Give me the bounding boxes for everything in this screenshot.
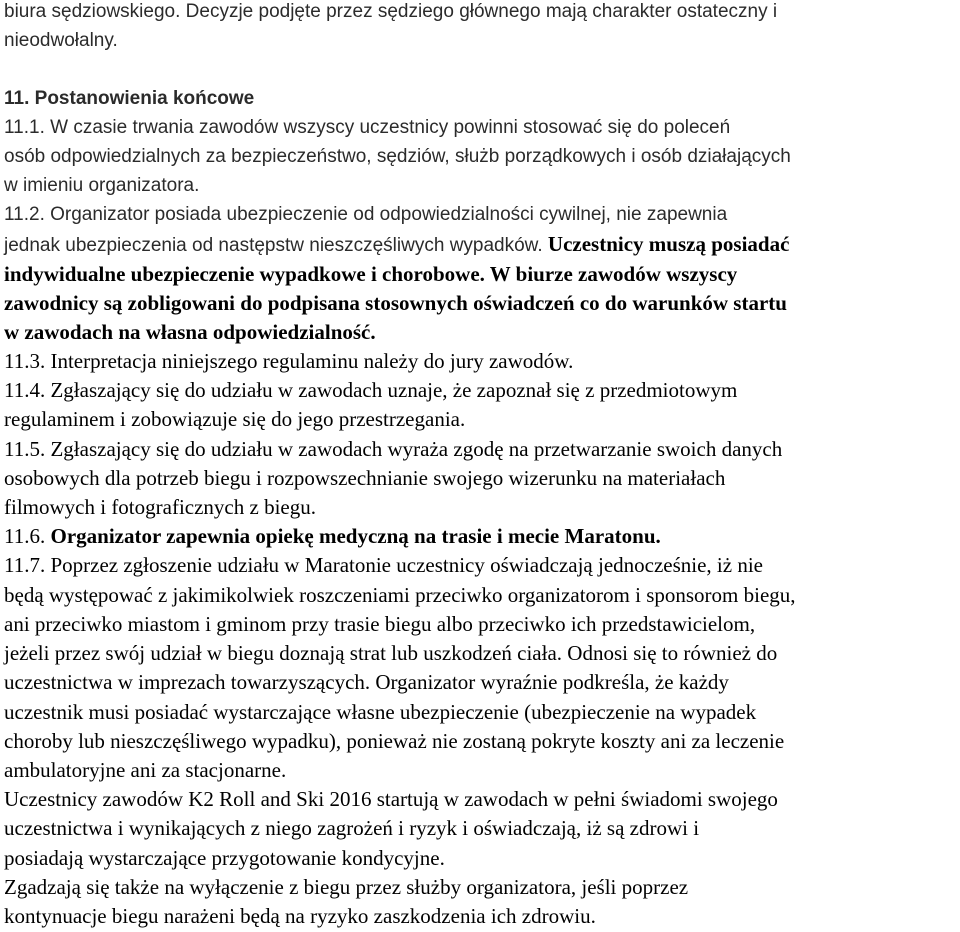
clause-11-2-bold-3: W biurze zawodów wszyscy bbox=[484, 262, 738, 286]
clause-11-2-text: jednak ubezpieczenia od następstw nieszczęśliwych wypadków. bbox=[4, 235, 548, 256]
section-title: 11. Postanowienia końcowe bbox=[4, 88, 255, 109]
clause-11-2-line-2 bbox=[4, 229, 789, 259]
consent-line-1: Zgadzają się także na wyłączenie z biegu przez służby organizatora, jeśli poprzez bbox=[4, 875, 689, 899]
clause-11-6-bold: Organizator zapewnia opiekę medyczną na trasie i mecie Maratonu. bbox=[50, 524, 661, 548]
clause-11-5-line-2: osobowych dla potrzeb biegu i rozpowszechnianie swojego wizerunku na materiałach bbox=[4, 466, 726, 490]
clause-11-5-line-1: 11.5. Zgłaszający się do udziału w zawodach wyraża zgodę na przetwarzanie swoich danych bbox=[4, 437, 783, 461]
participants-line-1: Uczestnicy zawodów K2 Roll and Ski 2016 startują w zawodach w pełni świadomi swojego bbox=[4, 787, 778, 811]
clause-11-7-line-1: 11.7. Poprzez zgłoszenie udziału w Maratonie uczestnicy oświadczają jednocześnie, iż nie bbox=[4, 553, 763, 577]
clause-11-2-bold-2: indywidualne ubezpieczenie wypadkowe i chorobowe. bbox=[4, 262, 485, 286]
clause-11-4-line-1: 11.4. Zgłaszający się do udziału w zawodach uznaje, że zapoznał się z przedmiotowym bbox=[4, 378, 738, 402]
clause-11-7-line-5: uczestnictwa w imprezach towarzyszących. Organizator wyraźnie podkreśla, że każdy bbox=[4, 670, 729, 694]
participants-line-3: posiadają wystarczające przygotowanie kondycyjne. bbox=[4, 846, 445, 870]
clause-11-1-line-1: 11.1. W czasie trwania zawodów wszyscy uczestnicy powinni stosować się do poleceń bbox=[4, 117, 731, 138]
clause-11-7-line-4: jeżeli przez swój udział w biegu doznają strat lub uszkodzeń ciała. Odnosi się to również do bbox=[4, 641, 778, 665]
clause-11-2-line-1: 11.2. Organizator posiada ubezpieczenie od odpowiedzialności cywilnej, nie zapewnia bbox=[4, 204, 728, 225]
clause-11-7-line-6: uczestnik musi posiadać wystarczające własne ubezpieczenie (ubezpieczenie na wypadek bbox=[4, 700, 757, 724]
clause-11-2-line-5: w zawodach na własna odpowiedzialność. bbox=[4, 320, 376, 344]
participants-line-2: uczestnictwa i wynikających z niego zagrożeń i ryzyk i oświadczają, iż są zdrowi i bbox=[4, 816, 700, 840]
clause-11-3: 11.3. Interpretacja niniejszego regulaminu należy do jury zawodów. bbox=[4, 349, 574, 373]
clause-11-1-line-2: osób odpowiedzialnych za bezpieczeństwo, sędziów, służb porządkowych i osób działających bbox=[4, 146, 791, 167]
clause-11-6 bbox=[4, 521, 661, 551]
paragraph-continued-line-1: biura sędziowskiego. Decyzje podjęte przez sędziego głównego mają charakter ostateczny i bbox=[4, 1, 778, 22]
clause-11-5-line-3: filmowych i fotograficznych z biegu. bbox=[4, 495, 316, 519]
clause-11-7-line-3: ani przeciwko miastom i gminom przy trasie biegu albo przeciwko ich przedstawicielom, bbox=[4, 612, 756, 636]
clause-11-1-line-3: w imieniu organizatora. bbox=[4, 175, 200, 196]
clause-11-6-number: 11.6. bbox=[4, 524, 51, 548]
clause-11-7-line-8: ambulatoryjne ani za stacjonarne. bbox=[4, 758, 287, 782]
clause-11-2-bold: Uczestnicy muszą posiadać bbox=[547, 232, 790, 256]
clause-11-4-line-2: regulaminem i zobowiązuje się do jego przestrzegania. bbox=[4, 407, 466, 431]
consent-line-2: kontynuacje biegu narażeni będą na ryzyko zaszkodzenia ich zdrowiu. bbox=[4, 904, 596, 928]
clause-11-7-line-7: choroby lub nieszczęśliwego wypadku), ponieważ nie zostaną pokryte koszty ani za leczenie bbox=[4, 729, 785, 753]
clause-11-7-line-2: będą występować z jakimikolwiek roszczeniami przeciwko organizatorom i sponsorom biegu, bbox=[4, 583, 796, 607]
clause-11-2-line-3 bbox=[4, 259, 737, 289]
paragraph-continued-line-2: nieodwołalny. bbox=[4, 30, 118, 51]
clause-11-2-line-4: zawodnicy są zobligowani do podpisana stosownych oświadczeń co do warunków startu bbox=[4, 291, 787, 315]
